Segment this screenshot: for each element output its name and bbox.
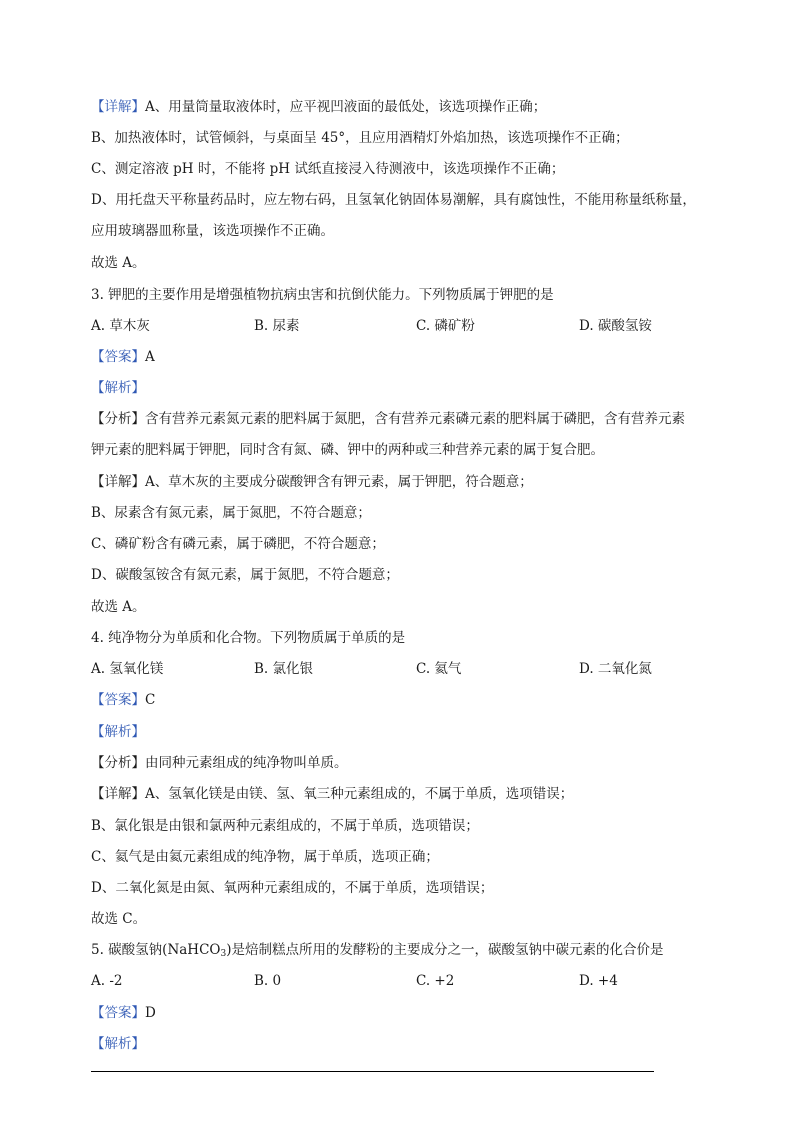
q4-option-a: A. 氢氧化镁 [91, 661, 164, 677]
q5-analysis-tag: 【解析】 [91, 1036, 145, 1052]
q5-question: 5. 碳酸氢钠(NaHCO$_3$)是焙制糕点所用的发酵粉的主要成分之一，碳酸氢钠中碳元素的化合价是 [91, 942, 664, 959]
q3-conclusion: 故选 A。 [91, 599, 146, 615]
q2-detail-line-4: D、用托盘天平称量药品时，应左物右码，且氢氧化钠固体易潮解，具有腐蚀性，不能用称量纸称量， [91, 192, 696, 208]
q5-option-a: A. -2 [91, 973, 123, 989]
q3-analysis-tag: 【解析】 [91, 380, 145, 396]
q4-answer: 【答案】C [91, 692, 156, 708]
q4-fenxi: 【分析】由同种元素组成的纯净物叫单质。 [91, 755, 348, 771]
q2-detail-line-1: 【详解】A、用量筒量取液体时，应平视凹液面的最低处，该选项操作正确； [91, 99, 547, 115]
q4-detail-line-4: D、二氧化氮是由氮、氧两种元素组成的，不属于单质，选项错误； [91, 880, 494, 896]
detail-tag: 【详解】 [91, 99, 145, 115]
q3-question: 3. 钾肥的主要作用是增强植物抗病虫害和抗倒伏能力。下列物质属于钾肥的是 [91, 287, 554, 303]
q3-detail-line-1: 【详解】A、草木灰的主要成分碳酸钾含有钾元素，属于钾肥，符合题意； [91, 474, 533, 490]
q3-option-b: B. 尿素 [254, 318, 300, 334]
q4-detail-line-1: 【详解】A、氢氧化镁是由镁、氢、氧三种元素组成的，不属于单质，选项错误； [91, 786, 574, 802]
q3-option-d: D. 碳酸氢铵 [579, 318, 652, 334]
q3-detail-line-3: C、磷矿粉含有磷元素，属于磷肥，不符合题意； [91, 536, 385, 552]
q3-detail-line-4: D、碳酸氢铵含有氮元素，属于氮肥，不符合题意； [91, 567, 399, 583]
q5-option-c: C. +2 [416, 973, 455, 989]
q4-detail-line-3: C、氦气是由氦元素组成的纯净物，属于单质，选项正确； [91, 849, 439, 865]
q3-fenxi-line-2: 钾元素的肥料属于钾肥，同时含有氮、磷、钾中的两种或三种营养元素的属于复合肥。 [91, 442, 604, 458]
q4-option-d: D. 二氧化氮 [579, 661, 652, 677]
q5-option-d: D. +4 [579, 973, 618, 989]
q4-option-b: B. 氯化银 [254, 661, 314, 677]
q5-answer: 【答案】D [91, 1005, 156, 1021]
q2-detail-line-2: B、加热液体时，试管倾斜，与桌面呈 45°，且应用酒精灯外焰加热，该选项操作不正确； [91, 130, 629, 146]
q2-conclusion: 故选 A。 [91, 255, 146, 271]
q4-detail-line-2: B、氯化银是由银和氯两种元素组成的，不属于单质，选项错误； [91, 818, 479, 834]
q2-detail-line-5: 应用玻璃器皿称量，该选项操作不正确。 [91, 223, 334, 239]
q4-analysis-tag: 【解析】 [91, 724, 145, 740]
q3-detail-line-2: B、尿素含有氮元素，属于氮肥，不符合题意； [91, 505, 371, 521]
q3-option-a: A. 草木灰 [91, 318, 150, 334]
q2-detail-line-3: C、测定溶液 pH 时，不能将 pH 试纸直接浸入待测液中，该选项操作不正确； [91, 161, 565, 177]
q3-answer: 【答案】A [91, 349, 155, 365]
footer-rule [91, 1071, 654, 1072]
q4-conclusion: 故选 C。 [91, 911, 147, 927]
q3-option-c: C. 磷矿粉 [416, 318, 475, 334]
q3-fenxi-line-1: 【分析】含有营养元素氮元素的肥料属于氮肥，含有营养元素磷元素的肥料属于磷肥，含有营养元素 [91, 411, 685, 427]
q5-option-b: B. 0 [254, 973, 282, 989]
q4-question: 4. 纯净物分为单质和化合物。下列物质属于单质的是 [91, 630, 406, 646]
q4-option-c: C. 氦气 [416, 661, 462, 677]
